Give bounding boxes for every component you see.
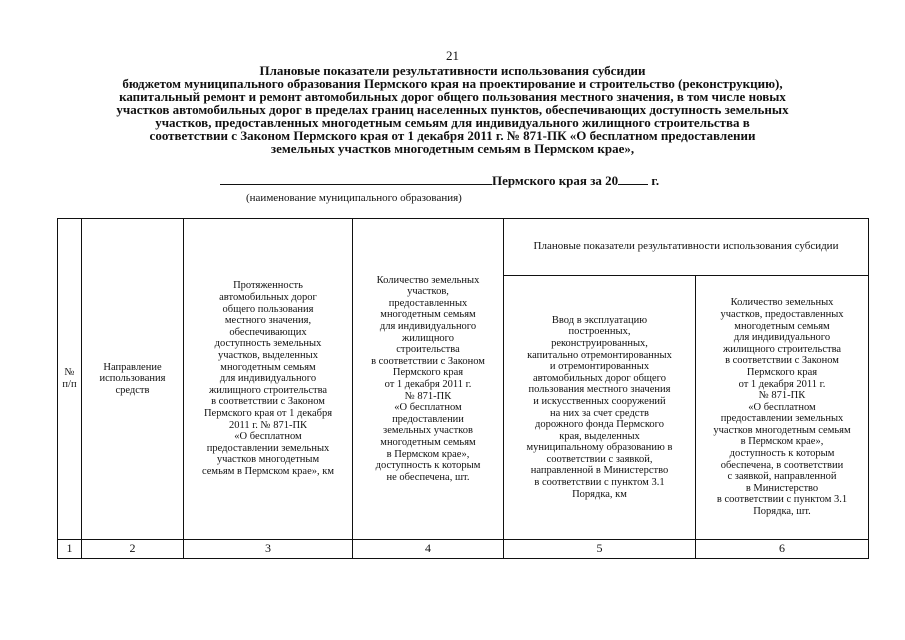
header-cell-plots-provided: Количество земельных участков, предоставленных многодетным семьям для индивидуального жилищного строительства в соответствии с Законом Пермского края от 1 декабря 2011 г. № 871-ПК «О бесплатном предоставлении земельных участков многодетным семьям в Пермском крае», доступность к которым обеспечена, в соответствии с заявкой, направленной в Министерство в соответствии с пунктом 3.1 Порядка, шт. — [696, 276, 869, 540]
header-cell-number: № п/п — [58, 219, 82, 540]
page-number: 21 — [446, 48, 459, 63]
year-suffix: г. — [651, 173, 660, 188]
year-blank — [618, 172, 648, 185]
column-number-cell: 6 — [696, 540, 869, 559]
column-number-cell: 2 — [82, 540, 184, 559]
header-cell-road-length: Протяженность автомобильных дорог общего пользования местного значения, обеспечивающих доступность земельных участков, выделенных многодетным семьям для индивидуального жилищного строительства в соответствии с Законом Пермского края от 1 декабря 2011 г. № 871-ПК «О бесплатном предоставлении земельных участков многодетным семьям в Пермском крае», км — [184, 219, 353, 540]
municipality-caption: (наименование муниципального образования) — [246, 192, 462, 204]
header-cell-direction: Направление использования средств — [82, 219, 184, 540]
column-number-cell: 5 — [504, 540, 696, 559]
title-line: участков, предоставленных многодетным семьям для индивидуального жилищного строительства в — [155, 115, 750, 130]
municipality-blank — [220, 172, 492, 185]
header-cell-commissioning: Ввод в эксплуатацию построенных, реконструированных, капитально отремонтированных и отремонтированных автомобильных дорог общего пользования местного значения и искусственных сооружений на них за счет средств дорожного фонда Пермского края, выделенных муниципальному образованию в соответствии с заявкой, направленной в Министерство в соответствии с пунктом 3.1 Порядка, км — [504, 276, 696, 540]
municipality-line — [220, 172, 680, 189]
title-line: соответствии с Законом Пермского края от 1 декабря 2011 г. № 871-ПК «О бесплатном предоставлении — [149, 128, 756, 143]
header-cell-planned-indicators: Плановые показатели результативности использования субсидии — [504, 219, 869, 276]
column-number-cell: 3 — [184, 540, 353, 559]
table-row — [58, 540, 869, 559]
column-number-cell: 1 — [58, 540, 82, 559]
column-number-cell: 4 — [353, 540, 504, 559]
title-line: капитальный ремонт и ремонт автомобильных дорог общего пользования местного значения, в том числе новых — [119, 89, 786, 104]
indicators-table — [57, 218, 869, 559]
title-line: бюджетом муниципального образования Пермского края на проектирование и строительство (реконструкцию), — [122, 76, 783, 91]
header-cell-plots-not-provided: Количество земельных участков, предоставленных многодетным семьям для индивидуального жилищного строительства в соответствии с Законом Пермского края от 1 декабря 2011 г. № 871-ПК «О бесплатном предоставлении земельных участков многодетным семьям в Пермском крае», доступность к которым не обеспечена, шт. — [353, 219, 504, 540]
document-title — [40, 64, 865, 155]
table-header-row — [58, 219, 869, 276]
title-line: Плановые показатели результативности использования субсидии — [259, 63, 646, 78]
title-line: земельных участков многодетным семьям в Пермском крае», — [270, 141, 635, 156]
title-line: участков автомобильных дорог в пределах границ населенных пунктов, обеспечивающих доступность земельных — [116, 102, 789, 117]
municipality-line-text: Пермского края за 20 — [492, 173, 619, 188]
